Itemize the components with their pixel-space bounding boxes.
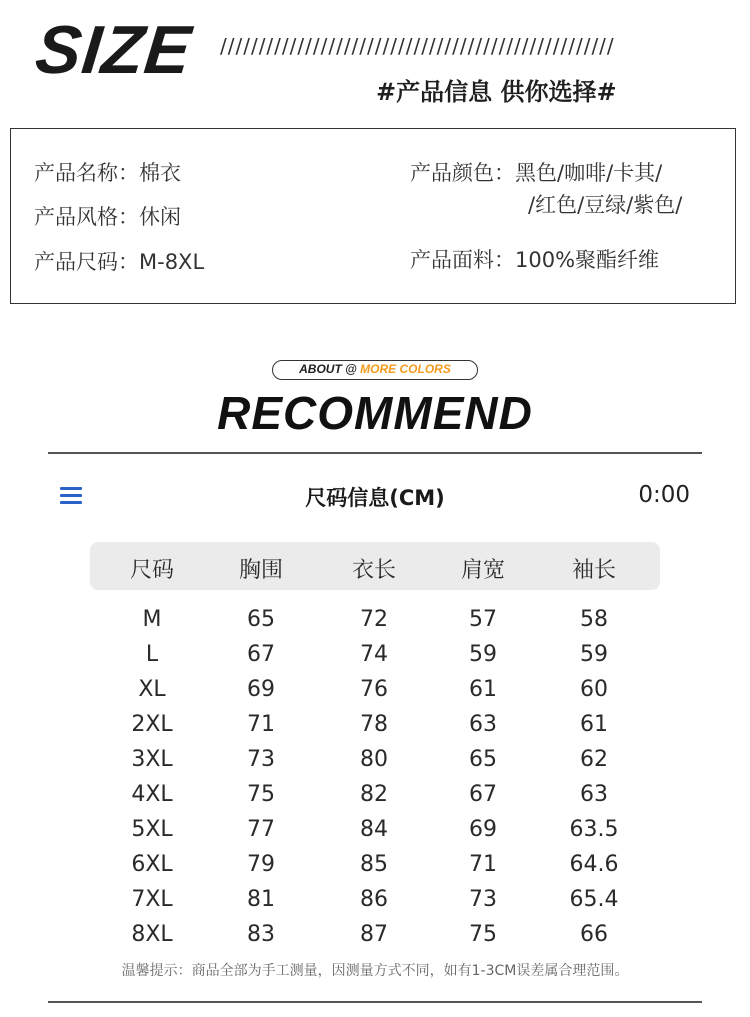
cell-sleeve: 65.4	[569, 887, 619, 912]
cell-sleeve: 62	[580, 747, 608, 772]
product-size: 产品尺码：M-8XL	[34, 250, 205, 274]
cell-length: 80	[360, 747, 388, 772]
cell-size: 8XL	[131, 922, 173, 947]
cell-sleeve: 60	[580, 677, 608, 702]
header-chest: 胸围	[238, 558, 283, 583]
cell-size: XL	[138, 677, 166, 702]
tagline: #产品信息 供你选择#	[376, 78, 617, 106]
cell-length: 84	[360, 817, 388, 842]
cell-chest: 65	[247, 607, 275, 632]
recommend-title: RECOMMEND	[217, 387, 533, 439]
cell-chest: 69	[247, 677, 275, 702]
header-sleeve: 袖长	[571, 558, 616, 583]
cell-shoulder: 69	[469, 817, 497, 842]
cell-shoulder: 67	[469, 782, 497, 807]
cell-size: 5XL	[131, 817, 173, 842]
cell-chest: 79	[247, 852, 275, 877]
cell-sleeve: 64.6	[569, 852, 619, 877]
pill-more-colors-text: MORE COLORS	[360, 362, 451, 376]
cell-chest: 83	[247, 922, 275, 947]
cell-shoulder: 63	[469, 712, 497, 737]
cell-sleeve: 66	[580, 922, 608, 947]
cell-size: 7XL	[131, 887, 173, 912]
product-color: 产品颜色：黑色/咖啡/卡其/	[410, 161, 663, 185]
size-chart-title: 尺码信息(CM)	[305, 486, 445, 510]
cell-size: 6XL	[131, 852, 173, 877]
product-name: 产品名称：棉衣	[34, 161, 181, 185]
size-title: SIZE	[32, 12, 196, 88]
decorative-slashes: ///////////////////////////////////////////////////	[220, 34, 615, 58]
cell-shoulder: 57	[469, 607, 497, 632]
cell-length: 74	[360, 642, 388, 667]
cell-length: 82	[360, 782, 388, 807]
product-fabric: 产品面料：100%聚酯纤维	[410, 248, 660, 272]
cell-sleeve: 63.5	[569, 817, 619, 842]
cell-shoulder: 65	[469, 747, 497, 772]
cell-shoulder: 73	[469, 887, 497, 912]
cell-sleeve: 59	[580, 642, 608, 667]
header-shoulder: 肩宽	[460, 558, 505, 583]
cell-chest: 77	[247, 817, 275, 842]
cell-length: 76	[360, 677, 388, 702]
cell-shoulder: 59	[469, 642, 497, 667]
cell-chest: 75	[247, 782, 275, 807]
cell-shoulder: 61	[469, 677, 497, 702]
about-more-colors-pill	[272, 360, 478, 380]
cell-length: 72	[360, 607, 388, 632]
time-display: 0:00	[638, 482, 690, 508]
cell-chest: 71	[247, 712, 275, 737]
product-style: 产品风格：休闲	[34, 205, 181, 229]
cell-chest: 81	[247, 887, 275, 912]
divider-top	[48, 452, 702, 454]
divider-bottom	[48, 1001, 702, 1003]
cell-length: 87	[360, 922, 388, 947]
cell-size: 4XL	[131, 782, 173, 807]
header-size: 尺码	[129, 558, 174, 583]
cell-sleeve: 63	[580, 782, 608, 807]
cell-chest: 67	[247, 642, 275, 667]
cell-shoulder: 75	[469, 922, 497, 947]
header-length: 衣长	[351, 558, 396, 583]
cell-length: 86	[360, 887, 388, 912]
cell-chest: 73	[247, 747, 275, 772]
measurement-note: 温馨提示：商品全部为手工测量，因测量方式不同，如有1-3CM误差属合理范围。	[121, 963, 629, 979]
cell-length: 85	[360, 852, 388, 877]
cell-shoulder: 71	[469, 852, 497, 877]
cell-length: 78	[360, 712, 388, 737]
cell-sleeve: 61	[580, 712, 608, 737]
product-color-continued: /红色/豆绿/紫色/	[528, 193, 683, 217]
cell-size: L	[145, 642, 159, 667]
pill-about-text: ABOUT @	[299, 362, 361, 376]
cell-size: 3XL	[131, 747, 173, 772]
cell-sleeve: 58	[580, 607, 608, 632]
cell-size: M	[142, 607, 162, 632]
cell-size: 2XL	[131, 712, 173, 737]
